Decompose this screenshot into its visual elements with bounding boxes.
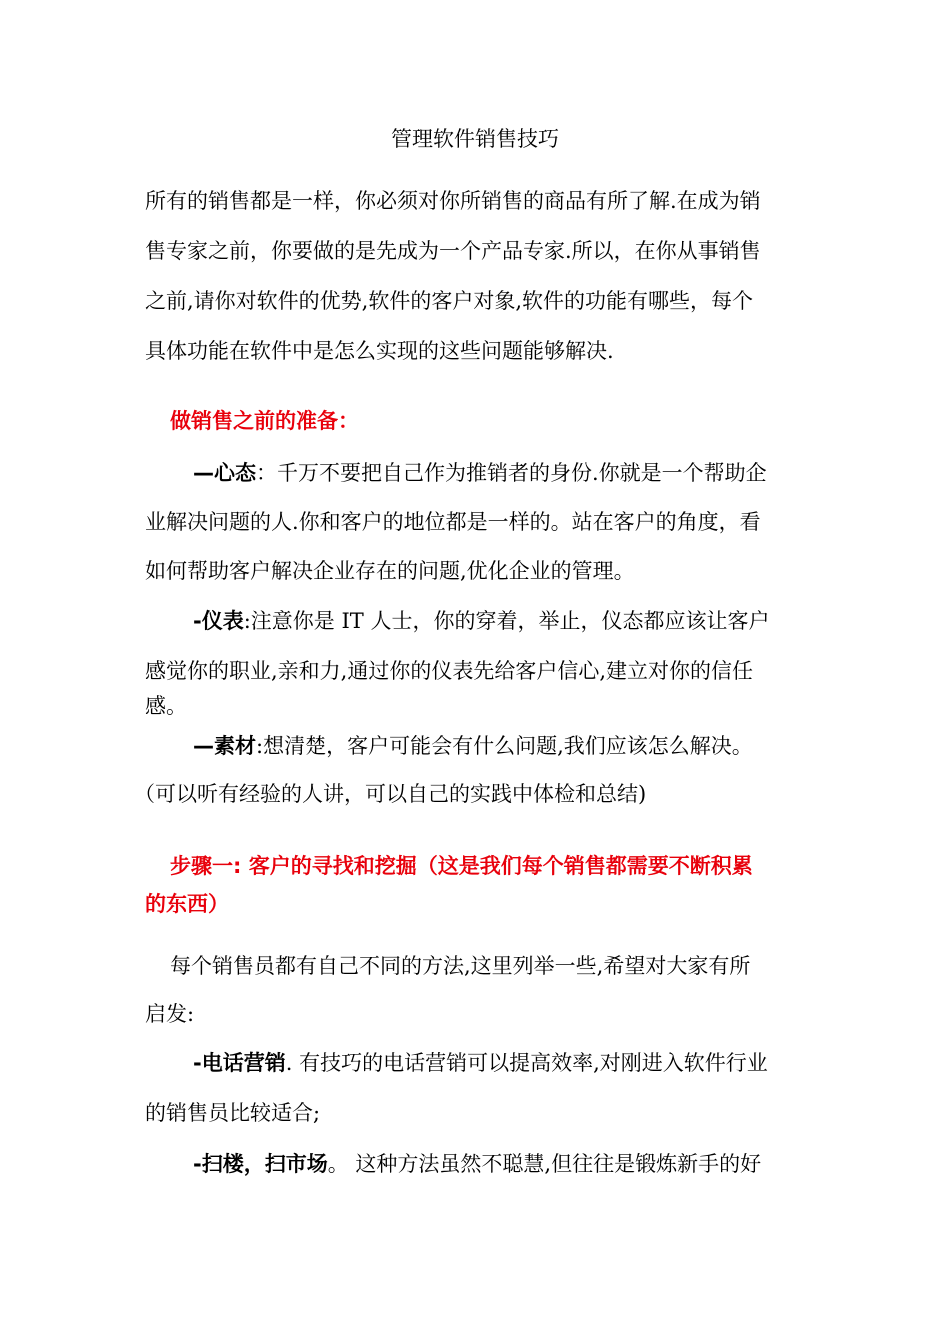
intro-line-2: 售专家之前，你要做的是先成为一个产品专家.所以，在你从事销售 <box>145 239 761 263</box>
intro-line-4: 具体功能在软件中是怎么实现的这些问题能够解决. <box>145 339 614 363</box>
sweep-text-1: 。 这种方法虽然不聪慧,但往往是锻炼新手的好 <box>327 1152 762 1176</box>
material-text-1: :想清楚，客户可能会有什么问题,我们应该怎么解决。 <box>256 734 753 758</box>
mindset-text-1: ：千万不要把自己作为推销者的身份.你就是一个帮助企 <box>256 461 767 485</box>
material-line-2: （可以听有经验的人讲，可以自己的实践中体检和总结) <box>134 782 647 806</box>
appearance-line-2: 感觉你的职业,亲和力,通过你的仪表先给客户信心,建立对你的信任 <box>145 659 754 683</box>
phone-line-1 <box>193 1047 768 1077</box>
appearance-line-3: 感。 <box>145 694 187 718</box>
material-line-1 <box>193 730 753 760</box>
phone-text-1: . 有技巧的电话营销可以提高效率,对刚进入软件行业 <box>285 1051 768 1075</box>
sweep-label: -扫楼，扫市场 <box>193 1152 328 1176</box>
section1-heading: 做销售之前的准备： <box>170 409 359 433</box>
appearance-text-1: :注意你是 IT 人士，你的穿着，举止，仪态都应该让客户 <box>243 609 770 633</box>
intro-line-3: 之前,请你对软件的优势,软件的客户对象,软件的功能有哪些，每个 <box>145 289 754 313</box>
intro-line-1: 所有的销售都是一样，你必须对你所销售的商品有所了解.在成为销 <box>145 189 761 213</box>
mindset-line-2: 业解决问题的人.你和客户的地位都是一样的。站在客户的角度，看 <box>145 510 761 534</box>
phone-label: -电话营销 <box>193 1051 286 1075</box>
mindset-line-1 <box>193 457 767 487</box>
section2-para-line-2: 启发: <box>145 1002 195 1026</box>
mindset-line-3: 如何帮助客户解决企业存在的问题,优化企业的管理。 <box>145 559 635 583</box>
section2-para-line-1: 每个销售员都有自己不同的方法,这里列举一些,希望对大家有所 <box>170 954 751 978</box>
mindset-label: —心态 <box>193 461 256 485</box>
section2-heading-line-1: 步骤一: 客户的寻找和挖掘（这是我们每个销售都需要不断积累 <box>170 854 753 878</box>
sweep-line-1 <box>193 1148 761 1178</box>
material-label: —素材 <box>193 734 256 758</box>
section2-heading-line-2: 的东西） <box>145 892 229 916</box>
appearance-label: -仪表 <box>193 609 244 633</box>
phone-line-2: 的销售员比较适合; <box>145 1101 321 1125</box>
appearance-line-1 <box>193 605 769 635</box>
document-title: 管理软件销售技巧 <box>391 127 559 151</box>
